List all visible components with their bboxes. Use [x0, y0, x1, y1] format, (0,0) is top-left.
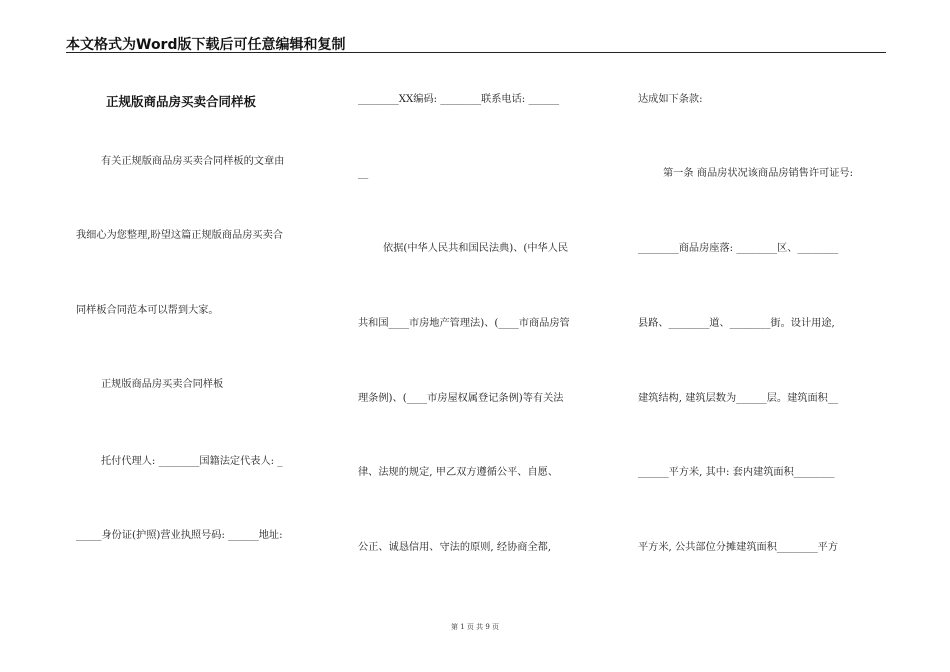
text-line: 正规版商品房买卖合同样板	[101, 379, 224, 390]
text-line: 有关正规版商品房买卖合同样板的文章由	[101, 156, 285, 167]
text-line: _____身份证(护照)营业执照号码: ______地址:	[76, 530, 283, 541]
page-number: 第 1 页 共 9 页	[450, 623, 500, 631]
text-line: 建筑结构, 建筑层数为______层。建筑面积__	[638, 393, 839, 404]
document-title: 正规版商品房买卖合同样板	[106, 94, 257, 109]
text-line: 我细心为您整理,盼望这篇正规版商品房买卖合	[76, 230, 283, 241]
text-line: 托付代理人: ________国籍法定代表人: _	[101, 456, 283, 467]
text-line: 第一条 商品房状况该商品房销售许可证号:	[663, 168, 854, 179]
text-line: 同样板合同范本可以帮到大家。	[76, 305, 219, 316]
text-line: ______平方米, 其中: 套内建筑面积________	[638, 467, 835, 478]
text-line: 共和国____市房地产管理法)、(____市商品房管	[358, 318, 570, 329]
text-line: __	[358, 168, 369, 179]
text-line: 平方米, 公共部位分摊建筑面积________平方	[638, 542, 839, 553]
text-line: ________商品房座落: ________区、________	[638, 243, 839, 254]
text-line: 律、法规的规定, 甲乙双方遵循公平、自愿、	[358, 467, 559, 478]
text-line: 县路、________道、________街。设计用途,	[638, 318, 835, 329]
document-banner: 本文格式为Word版下载后可任意编辑和复制	[66, 37, 346, 53]
text-line: 理条例)、(____市房屋权属登记条例)等有关法	[358, 393, 564, 404]
text-line: 依据(中华人民共和国民法典)、(中华人民	[383, 243, 569, 254]
text-line: 达成如下条款:	[638, 94, 703, 105]
text-line: 公正、诚恳信用、守法的原则, 经协商全都,	[358, 542, 552, 553]
text-line: ________XX编码: ________联系电话: ______	[358, 94, 560, 105]
